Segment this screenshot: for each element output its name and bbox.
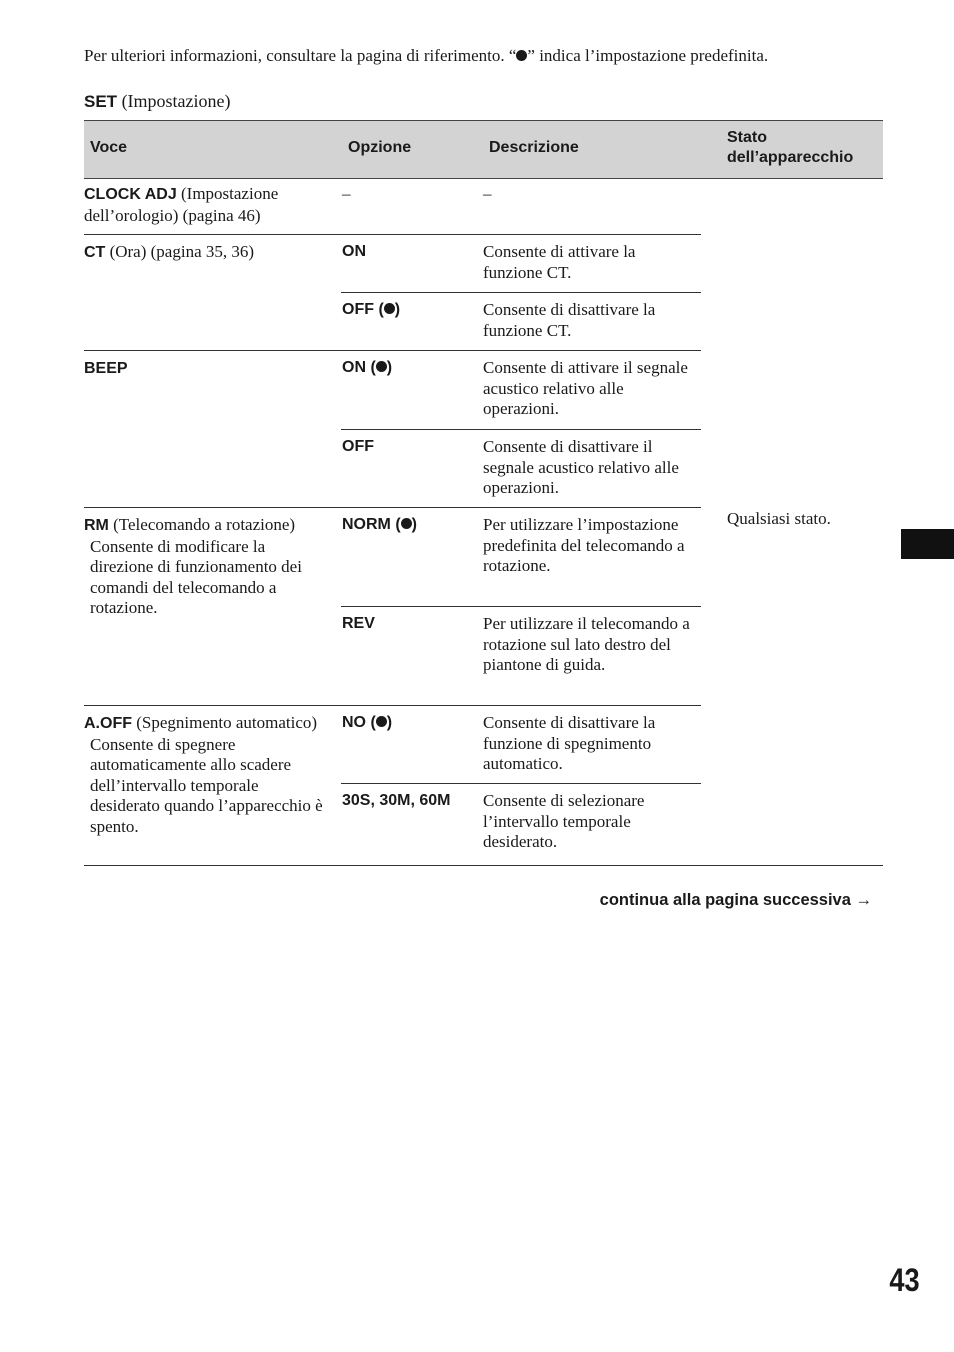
row-divider — [84, 507, 701, 508]
beep-on-label: ON ( — [342, 359, 376, 376]
default-dot-icon — [384, 303, 395, 314]
intro-after: ” indica l’impostazione predefinita. — [527, 46, 769, 65]
row-divider — [341, 429, 701, 430]
clock-keyword: CLOCK ADJ — [84, 186, 177, 203]
aoff-option-no-description: Consente di disattivare la funzione di spegnimento automatico. — [483, 713, 656, 773]
default-close: ) — [386, 714, 393, 731]
stato-value: Qualsiasi stato. — [727, 509, 831, 528]
default-dot-icon — [376, 716, 387, 727]
section-subtitle: (Impostazione) — [121, 91, 231, 111]
default-close: ) — [386, 359, 393, 376]
default-dot-icon — [401, 518, 412, 529]
section-title — [84, 91, 231, 112]
rm-text: (Telecomando a rotazione) — [108, 515, 296, 534]
section-tab-marker — [901, 529, 954, 559]
default-dot-icon — [516, 50, 527, 61]
rm-option-norm — [342, 515, 417, 535]
default-close: ) — [394, 301, 401, 318]
table-header — [84, 120, 883, 179]
header-stato — [727, 128, 853, 168]
aoff-text: (Spegnimento automatico) — [132, 713, 318, 732]
ct-text: (Ora) (pagina 35, 36) — [105, 242, 255, 261]
aoff-option-times-description: Consente di selezionare l’intervallo temporale desiderato. — [483, 791, 645, 851]
row-beep-voce — [84, 358, 128, 380]
row-aoff-voce — [84, 713, 329, 837]
beep-option-off: OFF — [342, 438, 374, 455]
aoff-option-no — [342, 713, 392, 733]
rm-detail: Consente di modificare la direzione di funzionamento dei comandi del telecomando a rotazione. — [90, 536, 302, 617]
ct-option-off-description: Consente di disattivare la funzione CT. — [483, 300, 656, 340]
row-divider — [84, 234, 701, 235]
header-stato-line2: dell’apparecchio — [727, 149, 854, 166]
rm-option-rev-description: Per utilizzare il telecomando a rotazione sul lato destro del piantone di guida. — [483, 614, 690, 674]
ct-option-on: ON — [342, 243, 366, 260]
header-opzione: Opzione — [348, 139, 412, 156]
page-number: 43 — [889, 1262, 920, 1298]
beep-option-on-description: Consente di attivare il segnale acustico relativo alle operazioni. — [483, 358, 688, 418]
intro-text — [84, 46, 768, 66]
row-divider — [84, 350, 701, 351]
rm-option-norm-description: Per utilizzare l’impostazione predefinita del telecomando a rotazione. — [483, 515, 685, 575]
beep-option-on — [342, 358, 392, 378]
rm-norm-label: NORM ( — [342, 516, 401, 533]
aoff-keyword: A.OFF — [84, 715, 132, 732]
aoff-no-label: NO ( — [342, 714, 376, 731]
rm-keyword: RM — [84, 517, 109, 534]
continue-next-page: continua alla pagina successiva → — [599, 891, 872, 909]
row-rm-voce — [84, 515, 332, 619]
beep-option-off-description: Consente di disattivare il segnale acustico relativo alle operazioni. — [483, 437, 679, 497]
row-clock-option: – — [342, 184, 351, 203]
row-divider — [84, 705, 701, 706]
ct-option-off — [342, 300, 400, 320]
ct-keyword: CT — [84, 244, 106, 261]
default-dot-icon — [376, 361, 387, 372]
clock-text: (Impostazione dell’orologio) (pagina 46) — [84, 184, 279, 225]
ct-off-label: OFF ( — [342, 301, 384, 318]
aoff-option-times: 30S, 30M, 60M — [342, 792, 451, 809]
section-keyword: SET — [84, 92, 118, 111]
header-stato-line1: Stato — [727, 129, 767, 146]
row-divider — [341, 606, 701, 607]
header-descrizione: Descrizione — [489, 139, 579, 156]
row-divider — [341, 783, 701, 784]
default-close: ) — [411, 516, 417, 533]
table-bottom-rule — [84, 865, 883, 866]
rm-option-rev: REV — [342, 615, 375, 632]
row-clock-voce — [84, 184, 324, 226]
ct-option-on-description: Consente di attivare la funzione CT. — [483, 242, 636, 282]
header-voce: Voce — [90, 139, 128, 156]
row-divider — [341, 292, 701, 293]
beep-keyword: BEEP — [84, 360, 128, 377]
intro-before: Per ulteriori informazioni, consultare la pagina di riferimento. “ — [84, 46, 517, 65]
row-clock-description: – — [483, 184, 492, 203]
aoff-detail: Consente di spegnere automaticamente allo scadere dell’intervallo temporale desiderato quando l’apparecchio è spento. — [90, 734, 323, 836]
row-ct-voce — [84, 242, 329, 264]
